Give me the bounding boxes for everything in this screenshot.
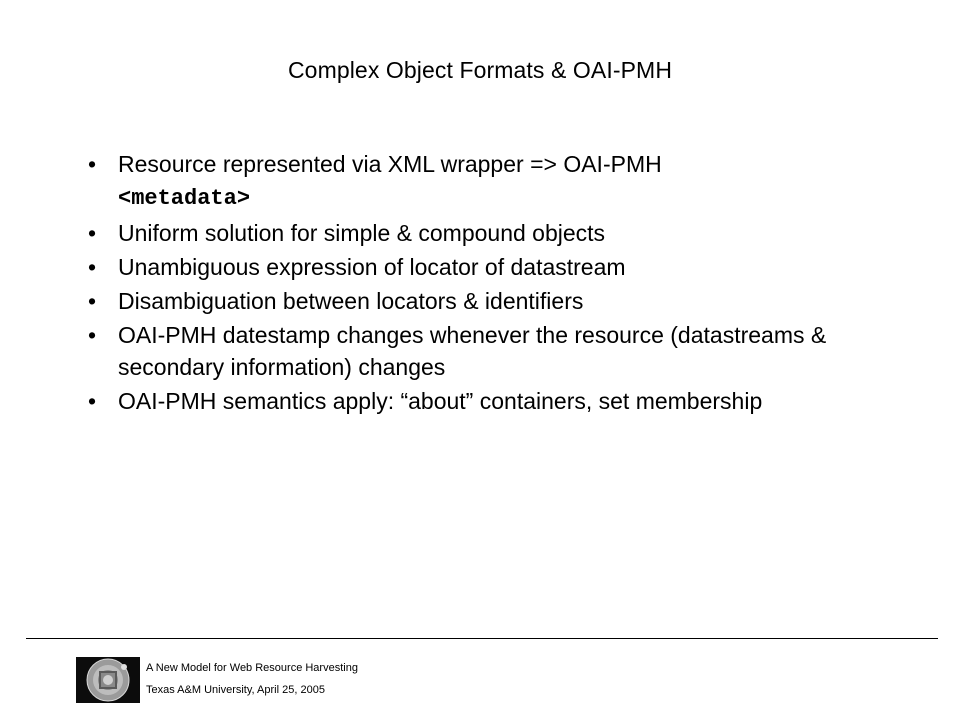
bullet-marker: •: [88, 151, 97, 177]
bullet-item: [88, 319, 928, 383]
footer-divider: [26, 638, 938, 639]
bullet-item: [88, 217, 928, 249]
bullet-item: [88, 385, 928, 417]
bullet-text: Resource represented via XML wrapper => OAI-PMH: [118, 151, 662, 177]
bullet-marker: •: [88, 220, 97, 246]
bullet-text: Disambiguation between locators & identifiers: [118, 288, 584, 314]
bullet-marker: •: [88, 288, 97, 314]
bullet-marker: •: [88, 322, 97, 348]
metadata-code: <metadata>: [118, 186, 251, 211]
bullet-item: [88, 251, 928, 283]
bullet-text: Unambiguous expression of locator of datastream: [118, 254, 626, 280]
bullet-marker: •: [88, 254, 97, 280]
bullet-text: Uniform solution for simple & compound objects: [118, 220, 606, 246]
bullet-text: OAI-PMH datestamp changes whenever the resource (datastreams & secondary information) changes: [118, 322, 827, 380]
bullet-marker: •: [88, 388, 97, 414]
bullet-item: [88, 285, 928, 317]
bullet-text: OAI-PMH semantics apply: “about” containers, set membership: [118, 388, 763, 414]
bullet-list: [88, 148, 928, 419]
footer-title: A New Model for Web Resource Harvesting: [146, 662, 358, 674]
lens-logo-graphic: [76, 657, 140, 703]
lens-logo-icon: [76, 657, 140, 703]
footer-venue: Texas A&M University, April 25, 2005: [146, 684, 325, 696]
bullet-item: [88, 148, 928, 215]
slide-title: Complex Object Formats & OAI-PMH: [287, 57, 673, 83]
